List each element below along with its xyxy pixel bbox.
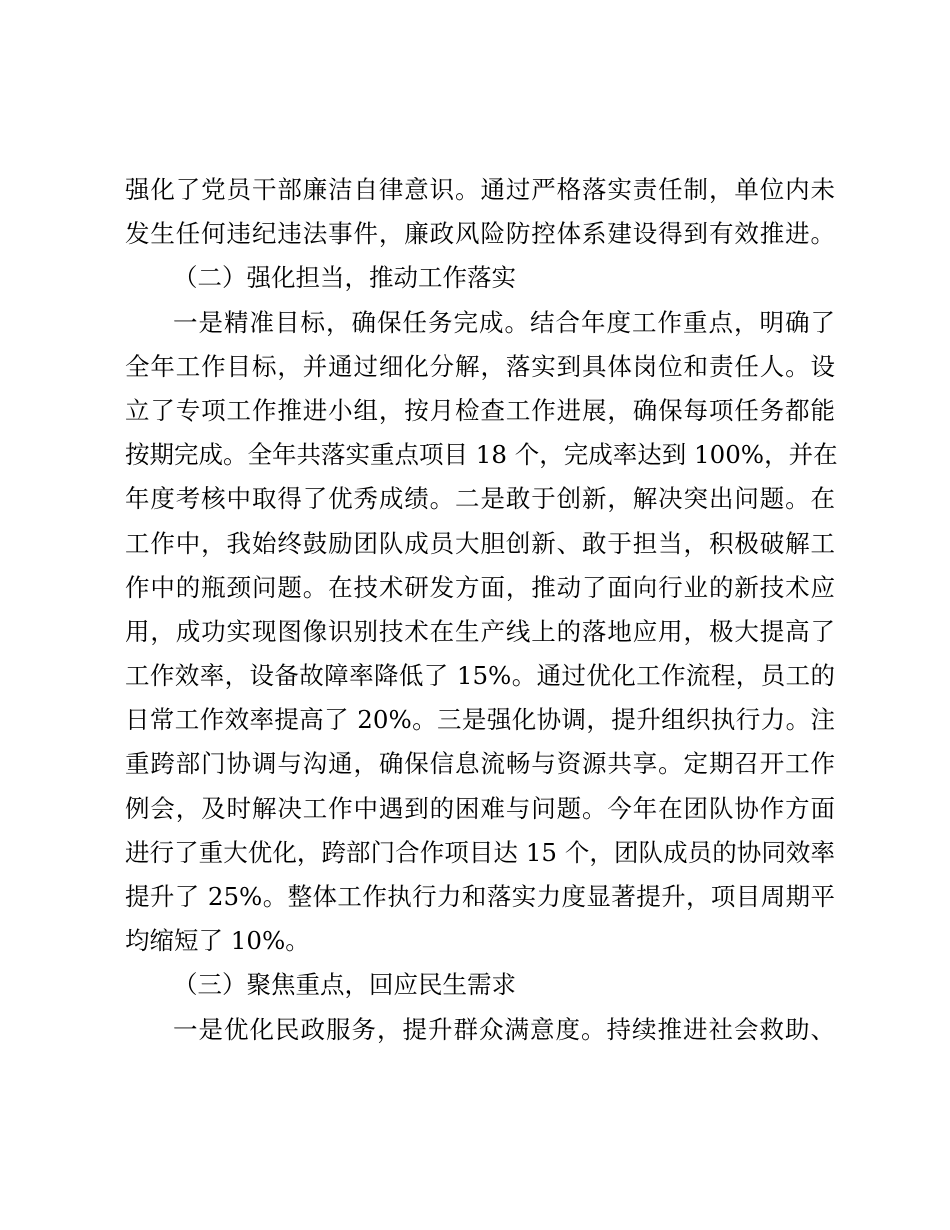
body-line: 用，成功实现图像识别技术在生产线上的落地应用，极大提高了 — [125, 616, 835, 646]
paragraph-last-line: 均缩短了 10%。 — [125, 926, 310, 956]
body-line: 按期完成。全年共落实重点项目 18 个，完成率达到 100%，并在 — [125, 440, 838, 470]
body-line: 例会，及时解决工作中遇到的困难与问题。今年在团队协作方面 — [125, 793, 835, 823]
body-line: 工作中，我始终鼓励团队成员大胆创新、敢于担当，积极破解工 — [125, 528, 835, 558]
section-heading: （二）强化担当，推动工作落实 — [173, 263, 516, 293]
document-body — [125, 168, 838, 1052]
body-line: 进行了重大优化，跨部门合作项目达 15 个，团队成员的协同效率 — [125, 837, 835, 867]
body-line: 年度考核中取得了优秀成绩。二是敢于创新，解决突出问题。在 — [125, 484, 835, 514]
section-heading: （三）聚焦重点，回应民生需求 — [173, 970, 516, 1000]
body-line: 发生任何违纪违法事件，廉政风险防控体系建设得到有效推进。 — [125, 219, 835, 249]
body-line: 工作效率，设备故障率降低了 15%。通过优化工作流程，员工的 — [125, 661, 835, 691]
body-line: 提升了 25%。整体工作执行力和落实力度显著提升，项目周期平 — [125, 882, 835, 911]
body-line: 全年工作目标，并通过细化分解，落实到具体岗位和责任人。设 — [125, 351, 835, 381]
paragraph-first-line: 一是精准目标，确保任务完成。结合年度工作重点，明确了 — [173, 307, 835, 337]
body-line: 重跨部门协调与沟通，确保信息流畅与资源共享。定期召开工作 — [125, 749, 835, 779]
body-line: 强化了党员干部廉洁自律意识。通过严格落实责任制，单位内未 — [125, 175, 835, 204]
paragraph-first-line: 一是优化民政服务，提升群众满意度。持续推进社会救助、 — [173, 1014, 835, 1044]
body-line: 日常工作效率提高了 20%。三是强化协调，提升组织执行力。注 — [125, 705, 835, 735]
body-line: 作中的瓶颈问题。在技术研发方面，推动了面向行业的新技术应 — [125, 572, 835, 602]
body-line: 立了专项工作推进小组，按月检查工作进展，确保每项任务都能 — [125, 395, 835, 425]
